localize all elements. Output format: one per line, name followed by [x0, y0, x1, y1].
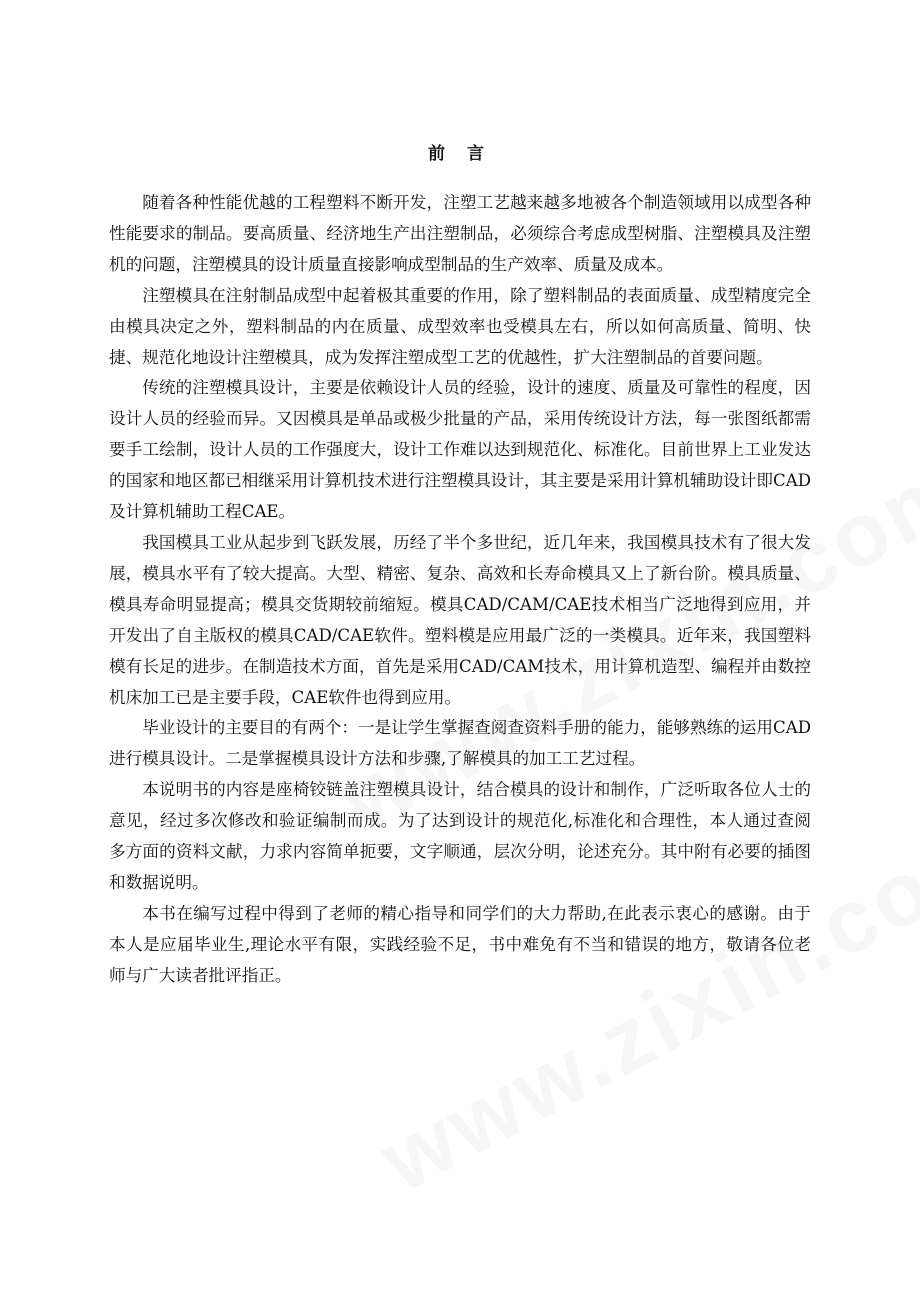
paragraph-6: 本说明书的内容是座椅铰链盖注塑模具设计，结合模具的设计和制作，广泛听取各位人士的意见，经过多次修改和验证编制而成。为了达到设计的规范化,标准化和合理性，本人通过查阅多方面的资料文献，力求内容简单扼要，文字顺通，层次分明，论述充分。其中附有必要的插图和数据说明。	[109, 780, 811, 892]
paragraph-4: 我国模具工业从起步到飞跃发展，历经了半个多世纪，近几年来，我国模具技术有了很大发展，模具水平有了较大提高。大型、精密、复杂、高效和长寿命模具又上了新台阶。模具质量、模具寿命明显提高；模具交货期较前缩短。模具CAD/CAM/CAE技术相当广泛地得到应用，并开发出了自主版权的模具CAD/CAE软件。塑料模是应用最广泛的一类模具。近年来，我国塑料模有长足的进步。在制造技术方面，首先是采用CAD/CAM技术，用计算机造型、编程并由数控机床加工已是主要手段，CAE软件也得到应用。	[109, 532, 811, 707]
paragraph-2: 注塑模具在注射制品成型中起着极其重要的作用，除了塑料制品的表面质量、成型精度完全由模具决定之外，塑料制品的内在质量、成型效率也受模具左右，所以如何高质量、简明、快捷、规范化地设计注塑模具，成为发挥注塑成型工艺的优越性，扩大注塑制品的首要问题。	[109, 285, 811, 367]
page-title: 前 言	[428, 144, 492, 164]
paragraph-5: 毕业设计的主要目的有两个：一是让学生掌握查阅查资料手册的能力，能够熟练的运用CAD进行模具设计。二是掌握模具设计方法和步骤,了解模具的加工工艺过程。	[109, 718, 811, 769]
paragraph-7: 本书在编写过程中得到了老师的精心指导和同学们的大力帮助,在此表示衷心的感谢。由于本人是应届毕业生,理论水平有限，实践经验不足，书中难免有不当和错误的地方，敬请各位老师与广大读者批评指正。	[109, 903, 811, 985]
paragraph-3: 传统的注塑模具设计，主要是依赖设计人员的经验，设计的速度、质量及可靠性的程度，因设计人员的经验而异。又因模具是单品或极少批量的产品，采用传统设计方法，每一张图纸都需要手工绘制，设计人员的工作强度大，设计工作难以达到规范化、标准化。目前世界上工业发达的国家和地区都已相继采用计算机技术进行注塑模具设计，其主要是采用计算机辅助设计即CAD及计算机辅助工程CAE。	[109, 378, 811, 522]
paragraph-1: 随着各种性能优越的工程塑料不断开发，注塑工艺越来越多地被各个制造领域用以成型各种性能要求的制品。要高质量、经济地生产出注塑制品，必须综合考虑成型树脂、注塑模具及注塑机的问题，注塑模具的设计质量直接影响成型制品的生产效率、质量及成本。	[109, 193, 811, 274]
body-text	[109, 188, 811, 992]
